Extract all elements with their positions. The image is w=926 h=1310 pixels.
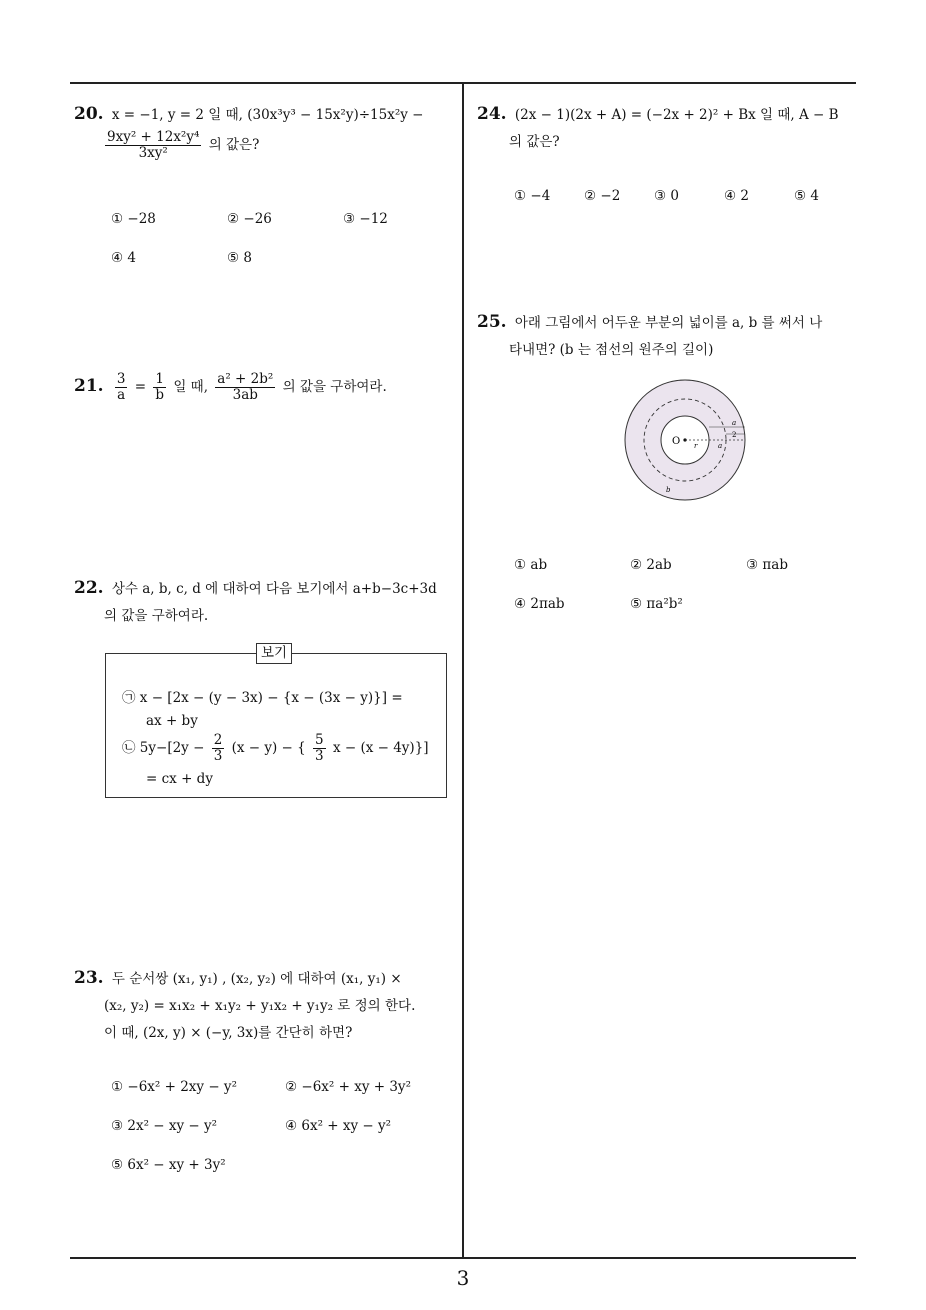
option-4[interactable]: ④ 4 (111, 250, 136, 266)
question-24 (477, 101, 861, 156)
bogi-label: 보기 (256, 643, 292, 664)
a-label-top: a (732, 419, 737, 427)
question-number: 22. (74, 578, 104, 598)
question-20 (74, 101, 458, 129)
option-4[interactable]: ④ 6x² + xy − y² (285, 1118, 392, 1134)
option-1[interactable]: ① −28 (111, 211, 156, 227)
fraction-denominator: b (155, 387, 165, 403)
fraction (153, 372, 166, 403)
option-4[interactable]: ④ 2 (724, 188, 749, 204)
question-text: 이 때, (2x, y) × (−y, 3x)를 간단히 하면? (104, 1025, 353, 1041)
option-5[interactable]: ⑤ 4 (794, 188, 819, 204)
expr-text: (x − y) − { (231, 740, 306, 756)
option-2[interactable]: ② 2ab (630, 557, 672, 573)
option-1[interactable]: ① −4 (514, 188, 551, 204)
bogi-item-1: ㉠ x − [2x − (y − 3x) − {x − (3x − y)}] = (122, 690, 403, 706)
question-text: 의 값을 구하여라. (104, 608, 209, 624)
question-text: 의 값을 구하여라. (282, 379, 387, 395)
fraction-denominator: 3xy² (138, 145, 168, 161)
a-label-mid: a (718, 442, 723, 450)
option-2[interactable]: ② −26 (227, 211, 272, 227)
question-25 (477, 309, 861, 364)
question-23 (74, 965, 458, 1047)
equals-sign: = (134, 379, 147, 395)
bogi-item-2 (122, 733, 429, 764)
option-5[interactable]: ⑤ 8 (227, 250, 252, 266)
option-3[interactable]: ③ 0 (654, 188, 679, 204)
question-text: x = −1, y = 2 일 때, (30x³y³ − 15x²y)÷15x²y − (111, 107, 424, 123)
fraction-denominator: a (117, 387, 126, 403)
question-text: 타내면? (b 는 점선의 원주의 길이) (509, 342, 714, 358)
fraction-numerator: a² + 2b² (217, 371, 274, 387)
fraction-numerator: 2 (213, 732, 223, 748)
question-21 (74, 372, 387, 403)
question-22 (74, 575, 458, 630)
question-text: (2x − 1)(2x + A) = (−2x + 2)² + Bx 일 때, A − B (514, 107, 839, 123)
option-3[interactable]: ③ πab (746, 557, 788, 573)
option-3[interactable]: ③ −12 (343, 211, 388, 227)
option-5[interactable]: ⑤ 6x² − xy + 3y² (111, 1157, 226, 1173)
question-number: 20. (74, 104, 104, 124)
question-text: 의 값은? (509, 134, 560, 150)
fraction (115, 372, 128, 403)
annulus-figure (620, 378, 750, 503)
option-1[interactable]: ① −6x² + 2xy − y² (111, 1079, 237, 1095)
option-2[interactable]: ② −2 (584, 188, 621, 204)
bogi-item-2-cont: = cx + dy (146, 771, 213, 787)
fraction-numerator: 5 (315, 732, 324, 748)
page-number: 3 (456, 1266, 470, 1290)
fraction (215, 372, 275, 403)
expr-text: ㉡ 5y−[2y − (122, 740, 205, 756)
fraction-numerator: 3 (116, 371, 126, 387)
question-text: 아래 그림에서 어두운 부분의 넓이를 a, b 를 써서 나 (514, 315, 823, 331)
fraction-numerator: 9xy² + 12x²y⁴ (107, 129, 200, 145)
question-number: 23. (74, 968, 104, 988)
two-label: 2 (732, 431, 737, 439)
option-5[interactable]: ⑤ πa²b² (630, 596, 683, 612)
expr-text: x − (x − 4y)}] (332, 740, 429, 756)
fraction-numerator: 1 (153, 372, 166, 388)
fraction (105, 130, 201, 161)
r-label: r (694, 442, 698, 450)
question-20-fraction-line (102, 130, 259, 161)
bogi-item-1-cont: ax + by (146, 713, 198, 729)
fraction-denominator: 3 (213, 748, 223, 764)
question-text: (x₂, y₂) = x₁x₂ + x₁y₂ + y₁x₂ + y₁y₂ 로 정의 한다. (104, 998, 416, 1014)
option-2[interactable]: ② −6x² + xy + 3y² (285, 1079, 411, 1095)
question-number: 21. (74, 376, 104, 396)
question-text: 상수 a, b, c, d 에 대하여 다음 보기에서 a+b−3c+3d (111, 581, 437, 597)
question-text: 의 값은? (208, 137, 260, 153)
center-label: O (672, 436, 681, 447)
question-text: 두 순서쌍 (x₁, y₁) , (x₂, y₂) 에 대하여 (x₁, y₁) × (111, 971, 402, 987)
question-text: 일 때, (173, 379, 208, 395)
question-number: 24. (477, 104, 507, 124)
option-4[interactable]: ④ 2πab (514, 596, 565, 612)
fraction-denominator: 3ab (232, 387, 258, 403)
fraction (212, 733, 225, 764)
option-1[interactable]: ① ab (514, 557, 548, 573)
bottom-rule (70, 1257, 856, 1259)
question-number: 25. (477, 312, 507, 332)
column-divider (462, 83, 464, 1258)
fraction-denominator: 3 (315, 748, 324, 764)
fraction (313, 733, 326, 764)
option-3[interactable]: ③ 2x² − xy − y² (111, 1118, 218, 1134)
b-label: b (666, 486, 671, 494)
